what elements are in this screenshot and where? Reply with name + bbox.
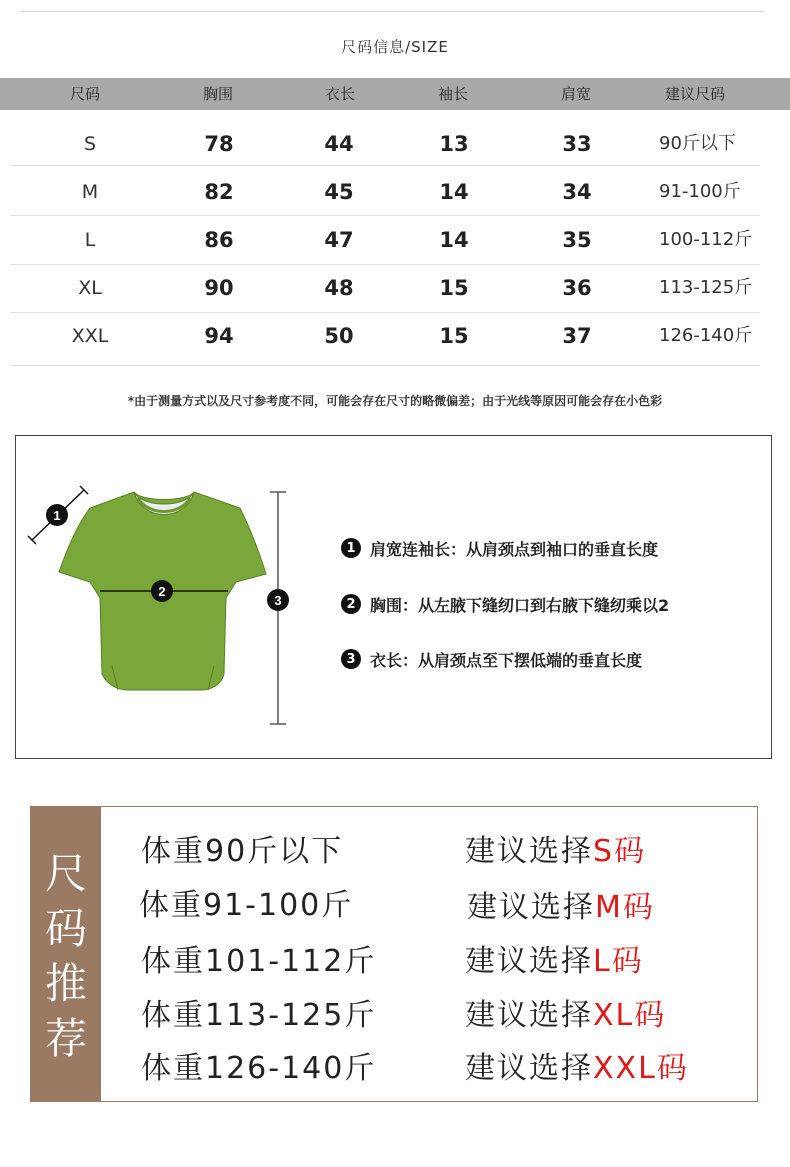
marker-2-icon <box>151 580 173 602</box>
cell-sleeve: 14 <box>439 228 469 252</box>
cell-sleeve: 13 <box>439 132 469 156</box>
row-divider <box>10 165 760 166</box>
recommend-prefix: 建议选择 <box>467 890 595 925</box>
cell-size: S <box>83 133 97 155</box>
marker-3-icon <box>267 589 289 611</box>
row-divider <box>10 365 760 366</box>
cell-size: M <box>81 181 99 203</box>
cell-recommend: 90斤以下 <box>659 133 736 154</box>
weight-text: 体重113-125斤 <box>141 998 377 1033</box>
recommend-text <box>465 996 666 1036</box>
cell-shoulder: 34 <box>562 180 592 204</box>
header-length: 衣长 <box>324 85 356 103</box>
table-row <box>0 216 790 264</box>
legend-number-1-icon: 1 <box>341 538 361 558</box>
recommend-size: XXL <box>593 1051 657 1086</box>
recommend-text <box>465 942 644 982</box>
top-divider <box>20 11 765 12</box>
size-recommendation-panel <box>30 806 758 1102</box>
weight-text: 体重101-112斤 <box>141 944 377 979</box>
side-title-char: 尺 <box>44 849 87 898</box>
header-recommend: 建议尺码 <box>664 85 726 103</box>
cell-chest: 86 <box>204 228 234 252</box>
cell-length: 44 <box>324 132 354 156</box>
legend-item-3 <box>341 647 642 671</box>
cell-chest: 94 <box>204 324 234 348</box>
legend-text-2: 胸围：从左腋下缝纫口到右腋下缝纫乘以2 <box>370 595 670 615</box>
recommend-size: S <box>593 834 615 869</box>
table-row <box>0 120 790 168</box>
cell-size: L <box>84 229 96 251</box>
legend-number-2-icon: 2 <box>341 594 361 614</box>
cell-chest: 78 <box>204 132 234 156</box>
cell-length: 48 <box>324 276 354 300</box>
recommendation-side-title <box>31 807 101 1101</box>
recommend-suffix: 码 <box>656 1051 689 1086</box>
weight-text: 体重91-100斤 <box>139 888 354 923</box>
marker-1-icon <box>46 504 68 526</box>
marker-3-label: 3 <box>274 593 282 608</box>
table-row <box>0 312 790 360</box>
legend-number-3-icon: 3 <box>341 649 361 669</box>
cell-length: 47 <box>324 228 354 252</box>
recommend-suffix: 码 <box>611 944 644 979</box>
weight-text: 体重126-140斤 <box>141 1051 377 1086</box>
header-shoulder: 肩宽 <box>560 85 592 103</box>
recommend-text <box>465 832 646 872</box>
recommend-size: L <box>593 944 612 979</box>
table-header <box>0 78 790 110</box>
cell-shoulder: 33 <box>562 132 592 156</box>
measurement-note: *由于测量方式以及尺寸参考度不同，可能会存在尺寸的略微偏差；由于光线等原因可能会存在小色彩 <box>127 394 663 408</box>
recommend-prefix: 建议选择 <box>465 998 593 1033</box>
cell-shoulder: 37 <box>562 324 592 348</box>
page-title: 尺码信息/SIZE <box>341 38 449 56</box>
cell-shoulder: 36 <box>562 276 592 300</box>
recommend-suffix: 码 <box>634 998 667 1033</box>
recommend-prefix: 建议选择 <box>465 1051 593 1086</box>
side-title-char: 推 <box>44 959 87 1008</box>
recommend-suffix: 码 <box>614 834 647 869</box>
cell-sleeve: 14 <box>439 180 469 204</box>
cell-chest: 90 <box>204 276 234 300</box>
cell-recommend: 113-125斤 <box>659 277 753 298</box>
measurement-diagram <box>15 435 772 759</box>
recommend-prefix: 建议选择 <box>465 944 593 979</box>
recommend-text <box>465 1049 689 1089</box>
marker-1-label: 1 <box>53 508 61 523</box>
recommend-size: XL <box>593 998 635 1033</box>
cell-length: 50 <box>324 324 354 348</box>
recommend-size: M <box>595 890 623 925</box>
cell-sleeve: 15 <box>439 324 469 348</box>
side-title-char: 码 <box>44 904 87 953</box>
cell-sleeve: 15 <box>439 276 469 300</box>
cell-size: XXL <box>71 325 109 347</box>
marker-2-label: 2 <box>158 584 166 599</box>
table-row <box>0 264 790 312</box>
header-chest: 胸围 <box>202 85 234 103</box>
header-size: 尺码 <box>69 85 101 103</box>
legend-item-1 <box>341 536 658 560</box>
cell-chest: 82 <box>204 180 234 204</box>
cell-recommend: 91-100斤 <box>659 181 741 202</box>
cell-recommend: 100-112斤 <box>659 229 753 250</box>
cell-recommend: 126-140斤 <box>659 325 753 346</box>
legend-text-3: 衣长：从肩颈点至下摆低端的垂直长度 <box>370 650 643 670</box>
weight-text: 体重90斤以下 <box>141 834 344 869</box>
cell-length: 45 <box>324 180 354 204</box>
recommend-suffix: 码 <box>622 890 655 925</box>
header-sleeve: 袖长 <box>437 85 469 103</box>
table-row <box>0 168 790 216</box>
legend-item-2 <box>341 592 669 616</box>
cell-shoulder: 35 <box>562 228 592 252</box>
recommend-prefix: 建议选择 <box>465 834 593 869</box>
side-title-char: 荐 <box>44 1014 87 1063</box>
cell-size: XL <box>78 277 102 299</box>
legend-text-1: 肩宽连袖长：从肩颈点到袖口的垂直长度 <box>370 539 659 559</box>
recommend-text <box>467 888 655 928</box>
